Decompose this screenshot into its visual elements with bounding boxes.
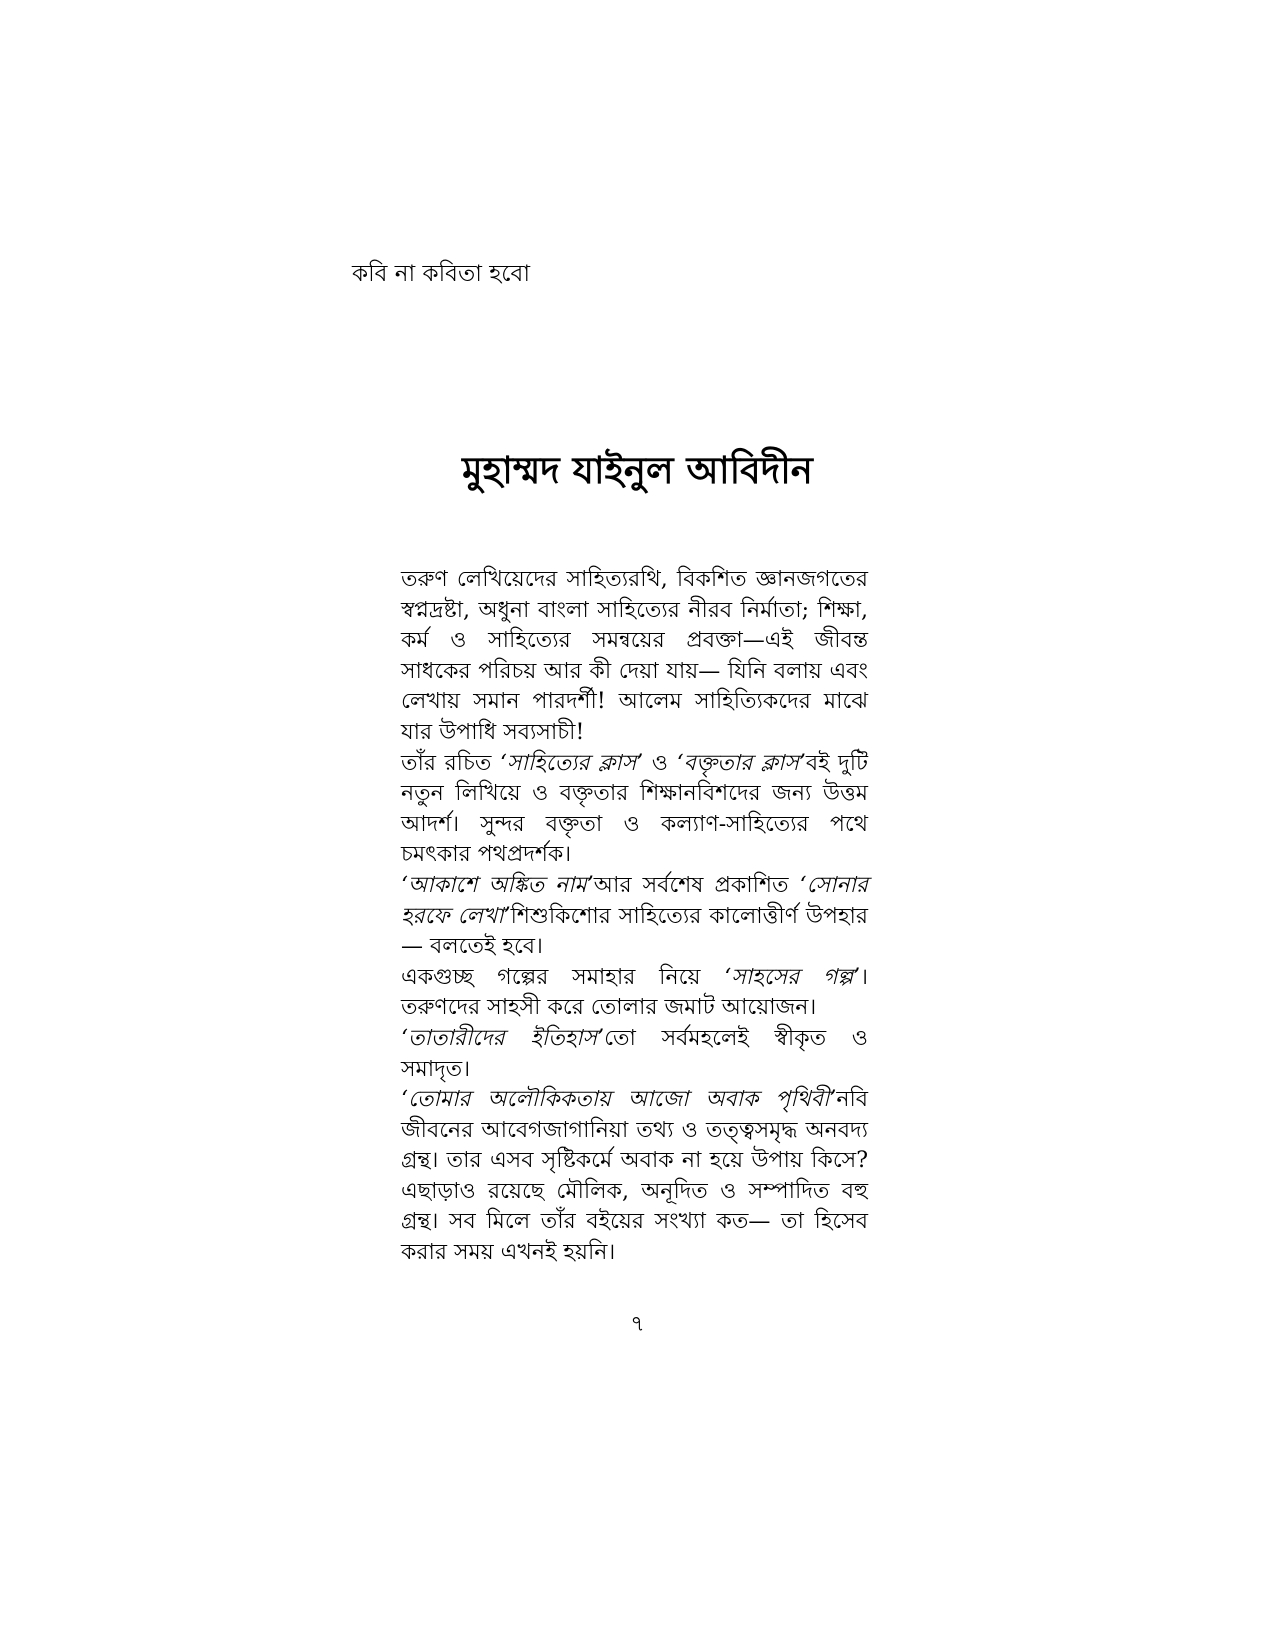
paragraph-intro — [401, 565, 868, 749]
book-title: ‘আকাশে অঙ্কিত নাম’ — [401, 872, 594, 898]
paragraph-text: ও — [643, 750, 677, 776]
book-title: ‘সাহিত্যের ক্লাস’ — [499, 750, 644, 776]
running-header: কবি না কবিতা হবো — [352, 261, 530, 287]
paragraph-text: নবি জীবনের আবেগজাগানিয়া তথ্য ও তত্ত্বসমৃদ্ধ অনবদ্য গ্রন্থ। তার এসব সৃষ্টিকর্মে অবাক না হয়ে উপায় কিসে? এছাড়াও রয়েছে মৌলিক, অনূদিত ও সম্পাদিত বহু গ্রন্থ। সব মিলে তাঁর বইয়ের সংখ্যা কত— তা হিসেব করার সময় এখনই হয়নি। — [401, 1087, 868, 1266]
book-title: ‘সাহসের গল্প’ — [724, 964, 861, 990]
paragraph-text: তরুণ লেখিয়েদের সাহিত্যরথি, বিকশিত জ্ঞানজগতের স্বপ্নদ্রষ্টা, অধুনা বাংলা সাহিত্যের নীরব নির্মাতা; শিক্ষা, কর্ম ও সাহিত্যের সমন্বয়ের প্রবক্তা—এই জীবন্ত সাধকের পরিচয় আর কী দেয়া যায়— যিনি বলায় এবং লেখায় সমান পারদর্শী! আলেম সাহিত্যিকদের মাঝে যার উপাধি সব্যসাচী! — [401, 567, 868, 745]
paragraph-class-books — [401, 749, 868, 871]
paragraph-text: শিশুকিশোর সাহিত্যের কালোত্তীর্ণ উপহার— বলতেই হবে। — [401, 903, 869, 960]
book-title: ‘তোমার অলৌকিকতায় আজো অবাক পৃথিবী’ — [401, 1087, 837, 1113]
paragraph-text: বই দুটি নতুন লিখিয়ে ও বক্তৃতার শিক্ষানবিশদের জন্য উত্তম আদর্শ। সুন্দর বক্তৃতা ও কল্যাণ-সাহিত্যের পথে চমৎকার পথপ্রদর্শক। — [401, 750, 868, 868]
paragraph-prophet-book — [401, 1085, 868, 1269]
paragraph-text: আর সর্বশেষ প্রকাশিত — [593, 872, 800, 898]
page-title: মুহাম্মদ যাইনুল আবিদীন — [462, 448, 813, 492]
paragraph-text: তাঁর রচিত — [401, 750, 500, 776]
book-title: ‘বক্তৃতার ক্লাস’ — [676, 750, 806, 776]
page-number: ৭ — [630, 1312, 645, 1337]
book-title: ‘তাতারীদের ইতিহাস’ — [401, 1025, 605, 1051]
paragraph-story-book — [401, 963, 868, 1024]
body-text — [401, 565, 868, 1269]
paragraph-children-books — [401, 871, 868, 963]
paragraph-history-book — [401, 1024, 868, 1085]
paragraph-text: তো সর্বমহলেই স্বীকৃত ও সমাদৃত। — [401, 1025, 868, 1082]
paragraph-text: একগুচ্ছ গল্পের সমাহার নিয়ে — [401, 964, 725, 990]
book-title: ‘সোনার হরফে লেখা’ — [401, 872, 868, 929]
paragraph-text: । তরুণদের সাহসী করে তোলার জমাট আয়োজন। — [401, 964, 868, 1021]
